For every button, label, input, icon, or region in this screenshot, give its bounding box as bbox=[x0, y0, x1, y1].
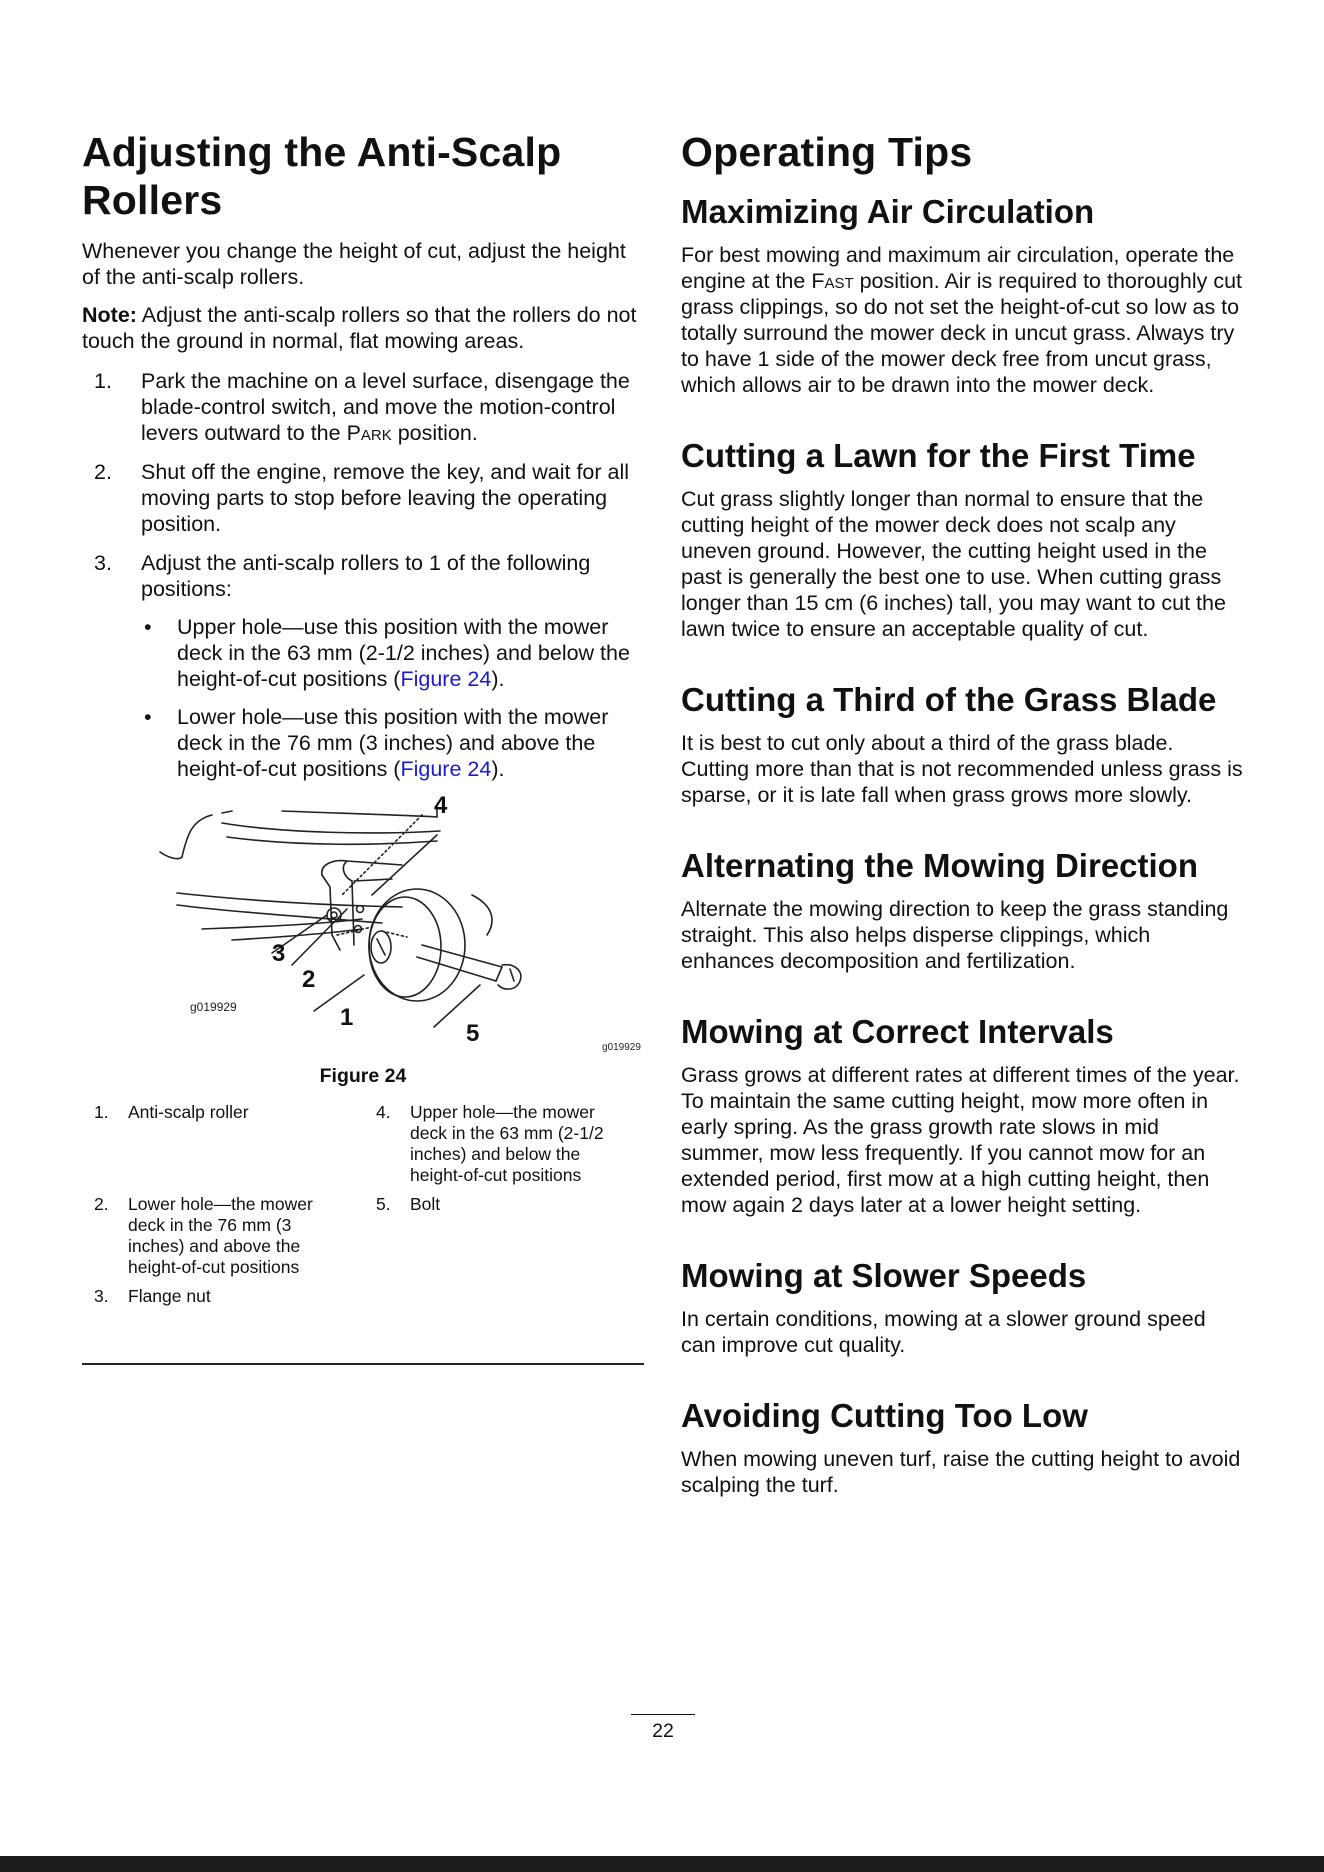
tip-text: Cut grass slightly longer than normal to ensure that the cutting height of the mower deck does not scalp any uneven ground. However, the cutting height used in the past is generally the best one to use. When cutting grass longer than 15 cm (6 inches) tall, you may want to cut the lawn twice to ensure an acceptable quality of cut. bbox=[681, 487, 1226, 641]
tip-text: In certain conditions, mowing at a slower ground speed can improve cut quality. bbox=[681, 1307, 1206, 1357]
tip-heading: Mowing at Correct Intervals bbox=[681, 1013, 1114, 1050]
legend-number: 1. bbox=[94, 1102, 109, 1122]
section-title-anti-scalp: Adjusting the Anti-Scalp Rollers bbox=[82, 129, 562, 223]
bullet-text: Lower hole—use this position with the mower deck in the 76 mm (3 inches) and above the height-of-cut positions ( bbox=[177, 705, 609, 781]
tip-text: It is best to cut only about a third of the grass blade. Cutting more than that is not recommended unless grass is sparse, or it is late fall when grass grows more slowly. bbox=[681, 731, 1243, 807]
tip-section bbox=[681, 1396, 1246, 1498]
callout-4: 4 bbox=[434, 795, 448, 819]
legend-item bbox=[94, 1286, 344, 1307]
section-title-operating-tips: Operating Tips bbox=[681, 129, 973, 175]
bullet-end: ). bbox=[491, 667, 505, 691]
tip-heading: Maximizing Air Circulation bbox=[681, 193, 1095, 230]
note-paragraph bbox=[82, 302, 644, 354]
tip-text: Grass grows at different rates at different times of the year. To maintain the same cutting height, mow more often in early spring. As the grass growth rate slows in mid summer, mow less frequently. If you cannot mow for an extended period, first mow at a high cutting height, then mow again 2 days later at a lower height setting. bbox=[681, 1063, 1240, 1217]
tip-text-end: position. Air is required to thoroughly cut grass clippings, so do not set the height-of-cut so low as to totally surround the mower deck in uncut grass. Always try to have 1 side of the mower deck free from uncut grass, which allows air to be drawn into the mower deck. bbox=[681, 269, 1243, 397]
legend-item bbox=[94, 1102, 344, 1123]
intro-paragraph: Whenever you change the height of cut, adjust the height of the anti-scalp rollers. bbox=[82, 239, 626, 289]
figure-code-outer: g019929 bbox=[602, 1042, 641, 1053]
step-smallcaps: Park bbox=[346, 421, 392, 445]
legend-number: 3. bbox=[94, 1286, 109, 1306]
step-text: Shut off the engine, remove the key, and wait for all moving parts to stop before leaving the operating position. bbox=[141, 460, 630, 536]
right-column bbox=[681, 128, 1246, 1536]
figure-24-illustration bbox=[82, 795, 644, 1065]
tip-smallcaps: Fast bbox=[811, 269, 854, 293]
legend-number: 2. bbox=[94, 1194, 109, 1214]
step-item bbox=[82, 368, 644, 446]
section-divider bbox=[82, 1363, 644, 1365]
legend-text: Anti-scalp roller bbox=[128, 1102, 249, 1122]
tip-text: Alternate the mowing direction to keep the grass standing straight. This also helps disperse clippings, which enhances decomposition and fertilization. bbox=[681, 897, 1229, 973]
bullet-end: ). bbox=[491, 757, 505, 781]
step-item bbox=[82, 459, 644, 537]
bullet-list bbox=[141, 614, 644, 782]
callout-3: 3 bbox=[272, 940, 286, 967]
callout-5: 5 bbox=[466, 1020, 480, 1047]
note-label: Note: bbox=[82, 303, 137, 327]
step-text: Adjust the anti-scalp rollers to 1 of the following positions: bbox=[141, 551, 591, 601]
legend-text: Bolt bbox=[410, 1194, 441, 1214]
bullet-dot: • bbox=[144, 615, 152, 639]
tip-text: When mowing uneven turf, raise the cutting height to avoid scalping the turf. bbox=[681, 1447, 1241, 1497]
tip-heading: Alternating the Mowing Direction bbox=[681, 847, 1198, 884]
tip-heading: Cutting a Lawn for the First Time bbox=[681, 437, 1196, 474]
tip-text-start: For best mowing and maximum air circulation, operate the engine at the bbox=[681, 243, 1235, 293]
tip-section bbox=[681, 846, 1246, 974]
step-number: 2. bbox=[94, 460, 112, 484]
tip-section bbox=[681, 1256, 1246, 1358]
legend-text: Upper hole—the mower deck in the 63 mm (2-1/2 inches) and below the height-of-cut positions bbox=[410, 1102, 604, 1185]
callout-2: 2 bbox=[302, 966, 316, 993]
step-number: 3. bbox=[94, 551, 112, 575]
bullet-item bbox=[141, 704, 644, 782]
steps-list bbox=[82, 368, 644, 782]
step-number: 1. bbox=[94, 369, 112, 393]
figure-link[interactable]: Figure 24 bbox=[400, 667, 492, 691]
note-text: Adjust the anti-scalp rollers so that the rollers do not touch the ground in normal, flat mowing areas. bbox=[82, 303, 637, 353]
bullet-item bbox=[141, 614, 644, 692]
bottom-edge-bar bbox=[0, 1856, 1324, 1872]
tip-heading: Avoiding Cutting Too Low bbox=[681, 1397, 1088, 1434]
legend-number: 4. bbox=[376, 1102, 391, 1122]
page-number-rule bbox=[631, 1714, 695, 1715]
legend-number: 5. bbox=[376, 1194, 391, 1214]
legend-item bbox=[376, 1194, 638, 1215]
step-text-end: position. bbox=[391, 421, 478, 445]
anti-scalp-roller-drawing bbox=[82, 795, 644, 1065]
bullet-dot: • bbox=[144, 705, 152, 729]
tip-heading: Cutting a Third of the Grass Blade bbox=[681, 681, 1217, 718]
figure-legend bbox=[82, 1102, 644, 1312]
step-text: Park the machine on a level surface, disengage the blade-control switch, and move the motion-control levers outward to the bbox=[141, 369, 630, 445]
tip-section bbox=[681, 192, 1246, 398]
legend-text: Flange nut bbox=[128, 1286, 211, 1306]
legend-item bbox=[376, 1102, 638, 1186]
figure-code-inner: g019929 bbox=[190, 1000, 237, 1014]
legend-text: Lower hole—the mower deck in the 76 mm (3 inches) and above the height-of-cut positions bbox=[128, 1194, 313, 1277]
callout-1: 1 bbox=[340, 1004, 354, 1031]
figure-caption: Figure 24 bbox=[319, 1065, 407, 1087]
bullet-text: Upper hole—use this position with the mower deck in the 63 mm (2-1/2 inches) and below the height-of-cut positions ( bbox=[177, 615, 630, 691]
figure-link[interactable]: Figure 24 bbox=[400, 757, 492, 781]
tip-section bbox=[681, 1012, 1246, 1218]
tip-section bbox=[681, 680, 1246, 808]
tip-text bbox=[681, 242, 1246, 398]
page-number: 22 bbox=[652, 1720, 674, 1742]
left-column bbox=[82, 128, 644, 1312]
tip-section bbox=[681, 436, 1246, 642]
step-item bbox=[82, 550, 644, 782]
legend-item bbox=[94, 1194, 344, 1278]
tip-heading: Mowing at Slower Speeds bbox=[681, 1257, 1087, 1294]
